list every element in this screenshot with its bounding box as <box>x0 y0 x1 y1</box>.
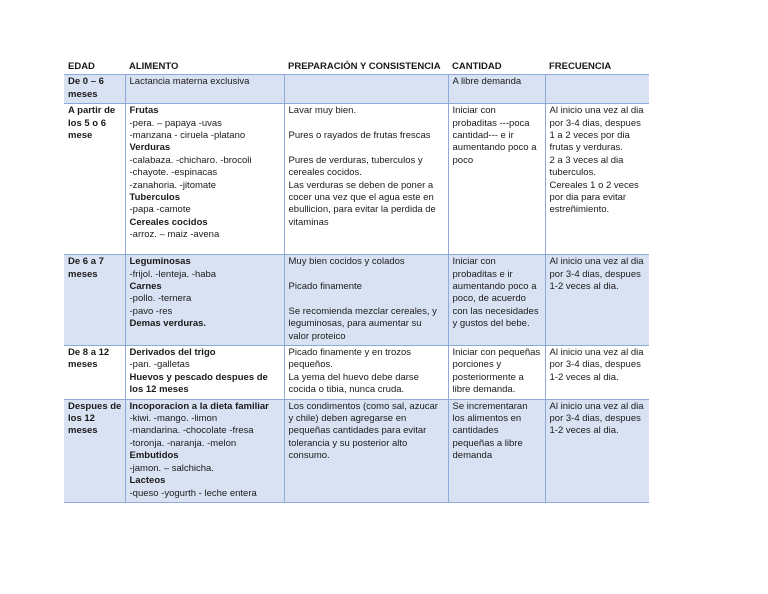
cell-text: -kiwi. -mango. -limon <box>129 413 218 425</box>
table-body <box>64 75 649 503</box>
cell-text: -jamon. – salchicha. <box>129 462 214 474</box>
cell-text: -pollo. -ternera <box>129 293 192 305</box>
cell-cantidad <box>448 255 545 346</box>
table-row <box>64 399 649 502</box>
cell-text: porciones y <box>452 359 502 371</box>
header-preparacion: PREPARACIÓN Y CONSISTENCIA <box>284 59 448 75</box>
cell-text: los 5 o 6 <box>68 117 107 129</box>
cell-text: Iniciar con <box>452 256 496 268</box>
cell-text: 1 a 2 veces por dia <box>549 130 630 142</box>
feeding-table <box>64 59 649 503</box>
cell-text: Se recomienda mezclar cereales, y leguminosas, para aumentar su valor proteico <box>288 305 437 342</box>
cell-text: frutas y verduras. <box>549 142 623 154</box>
cell-text: pequeñas a libre <box>452 437 523 449</box>
cell-text: demanda <box>452 450 493 462</box>
cell-edad <box>64 255 125 346</box>
cell-text: Al inicio una vez al dia <box>549 256 644 268</box>
cell-alimento <box>125 399 284 502</box>
cell-text: Pures o rayados de frutas frescas <box>288 130 431 142</box>
cell-text: -pera. – papaya -uvas <box>129 117 222 129</box>
cell-preparacion <box>284 255 448 346</box>
table-row <box>64 255 649 346</box>
cell-frecuencia <box>545 75 649 104</box>
cell-text: los 12 <box>68 413 95 425</box>
cell-text: -mandarina. -chocolate -fresa <box>129 425 254 437</box>
cell-text: posteriormente a <box>452 371 524 383</box>
cell-text: -queso -yogurth - leche entera <box>129 487 257 499</box>
paragraph-gap <box>289 269 444 281</box>
cell-text: Despues de <box>68 400 122 412</box>
cell-text: probaditas e ir <box>452 268 513 280</box>
cell-text: A partir de <box>68 105 116 117</box>
cell-text: poco, de acuerdo <box>452 293 526 305</box>
cell-text: meses <box>68 425 98 437</box>
cell-text: por 3-4 dias, despues <box>549 359 641 371</box>
cell-text: Los condimentos (como sal, azucar y chile) deben agregarse en pequeñas cantidades para evitar tolerancia y su posterior alto consumo. <box>288 400 438 462</box>
cell-cantidad <box>448 346 545 400</box>
cell-text: De 6 a 7 <box>68 256 104 268</box>
cell-cantidad <box>448 75 545 104</box>
cell-text: Se incrementaran <box>452 400 528 412</box>
cell-text: -pan. -galletas <box>129 359 190 371</box>
cell-alimento <box>125 346 284 400</box>
cell-text: Derivados del trigo <box>129 347 216 359</box>
cell-text: Demas verduras. <box>129 318 207 330</box>
cell-frecuencia <box>545 346 649 400</box>
table-row <box>64 104 649 255</box>
cell-text: Picado finamente <box>288 281 362 293</box>
header-frecuencia: FRECUENCIA <box>545 59 649 75</box>
cell-text: aumentando poco a <box>452 281 537 293</box>
cell-text: aumentando poco a <box>452 142 537 154</box>
cell-text: libre demanda. <box>452 384 516 396</box>
cell-text: Picado finamente y en trozos pequeños. <box>288 347 412 371</box>
table-row <box>64 346 649 400</box>
cell-text: 1-2 veces al dia. <box>549 371 619 383</box>
cell-text: Al inicio una vez al dia <box>549 105 644 117</box>
cell-text: meses <box>68 88 98 100</box>
cell-text: -arroz. – maiz -avena <box>129 229 220 241</box>
cell-text: Cereales 1 o 2 veces <box>549 179 639 191</box>
cell-text: -frijol. -lenteja. -haba <box>129 268 217 280</box>
cell-text: Lavar muy bien. <box>288 105 357 117</box>
cell-text: Lactancia materna exclusiva <box>129 76 250 88</box>
cell-text: con las necesidades <box>452 305 539 317</box>
cell-text: poco <box>452 154 474 166</box>
cell-text: -toronja. -naranja. -melon <box>129 437 237 449</box>
cell-alimento <box>125 104 284 255</box>
cell-text: cantidad--- e ir <box>452 130 514 142</box>
cell-text: por 3-4 dias, despues <box>549 413 641 425</box>
cell-text: Incoporacion a la dieta familiar <box>129 400 269 412</box>
cell-cantidad <box>448 104 545 255</box>
cell-text: Pures de verduras, tuberculos y cereales cocidos. <box>288 154 423 179</box>
cell-text: 1-2 veces al dia. <box>549 425 619 437</box>
cell-text: Lacteos <box>129 475 166 487</box>
cell-text: tuberculos. <box>549 167 596 179</box>
cell-alimento <box>125 75 284 104</box>
cell-text: Frutas <box>129 105 159 117</box>
cell-text: meses <box>68 268 98 280</box>
header-cantidad: CANTIDAD <box>448 59 545 75</box>
paragraph-gap <box>289 142 444 154</box>
cell-text: cantidades <box>452 425 499 437</box>
table-header-row <box>64 59 649 75</box>
cell-text: Cereales cocidos <box>129 216 208 228</box>
cell-text: A libre demanda <box>452 76 522 88</box>
cell-text: -zanahoria. -jitomate <box>129 179 217 191</box>
cell-edad <box>64 399 125 502</box>
paragraph-gap <box>289 293 444 305</box>
cell-text: 1-2 veces al dia. <box>549 281 619 293</box>
cell-text: meses <box>68 359 98 371</box>
cell-text: -papa -camote <box>129 204 191 216</box>
cell-preparacion <box>284 104 448 255</box>
table-row <box>64 75 649 104</box>
cell-text: De 8 a 12 <box>68 347 110 359</box>
cell-text: Embutidos <box>129 450 179 462</box>
paragraph-gap <box>289 118 444 130</box>
cell-text: La yema del huevo debe darse cocida o tibia, nunca cruda. <box>288 371 419 396</box>
cell-text: Tuberculos <box>129 192 180 204</box>
cell-preparacion <box>284 75 448 104</box>
cell-text: Iniciar con <box>452 105 496 117</box>
cell-text: por dia para evitar <box>549 192 627 204</box>
header-edad: EDAD <box>64 59 125 75</box>
cell-text: Las verduras se deben de poner a cocer una vez que el agua este en ebullicion, para evitar la perdida de vitaminas <box>288 179 436 228</box>
cell-text: Muy bien cocidos y colados <box>288 256 405 268</box>
cell-text: los alimentos en <box>452 413 522 425</box>
cell-text: -calabaza. -chicharo. -brocoli <box>129 154 252 166</box>
cell-text: Al inicio una vez al dia <box>549 400 644 412</box>
cell-edad <box>64 346 125 400</box>
cell-frecuencia <box>545 104 649 255</box>
cell-text: -chayote. -espinacas <box>129 167 218 179</box>
cell-text: Huevos y pescado despues de los 12 meses <box>129 371 268 396</box>
cell-text: probaditas ---poca <box>452 117 530 129</box>
cell-text: mese <box>68 130 93 142</box>
cell-text: Verduras <box>129 142 171 154</box>
cell-text: Al inicio una vez al dia <box>549 347 644 359</box>
cell-edad <box>64 104 125 255</box>
header-alimento: ALIMENTO <box>125 59 284 75</box>
cell-alimento <box>125 255 284 346</box>
cell-text: por 3-4 dias, despues <box>549 268 641 280</box>
cell-edad <box>64 75 125 104</box>
cell-preparacion <box>284 399 448 502</box>
cell-frecuencia <box>545 255 649 346</box>
cell-text: Leguminosas <box>129 256 191 268</box>
cell-text: y gustos del bebe. <box>452 318 530 330</box>
cell-text: Carnes <box>129 281 162 293</box>
cell-preparacion <box>284 346 448 400</box>
cell-text: -manzana - ciruela -platano <box>129 130 246 142</box>
cell-cantidad <box>448 399 545 502</box>
cell-text: 2 a 3 veces al dia <box>549 154 624 166</box>
cell-text: estreñimiento. <box>549 204 610 216</box>
cell-text: -pavo -res <box>129 305 173 317</box>
cell-text: De 0 – 6 <box>68 76 104 88</box>
cell-text: Iniciar con pequeñas <box>452 347 541 359</box>
cell-frecuencia <box>545 399 649 502</box>
cell-text: por 3-4 dias, despues <box>549 117 641 129</box>
